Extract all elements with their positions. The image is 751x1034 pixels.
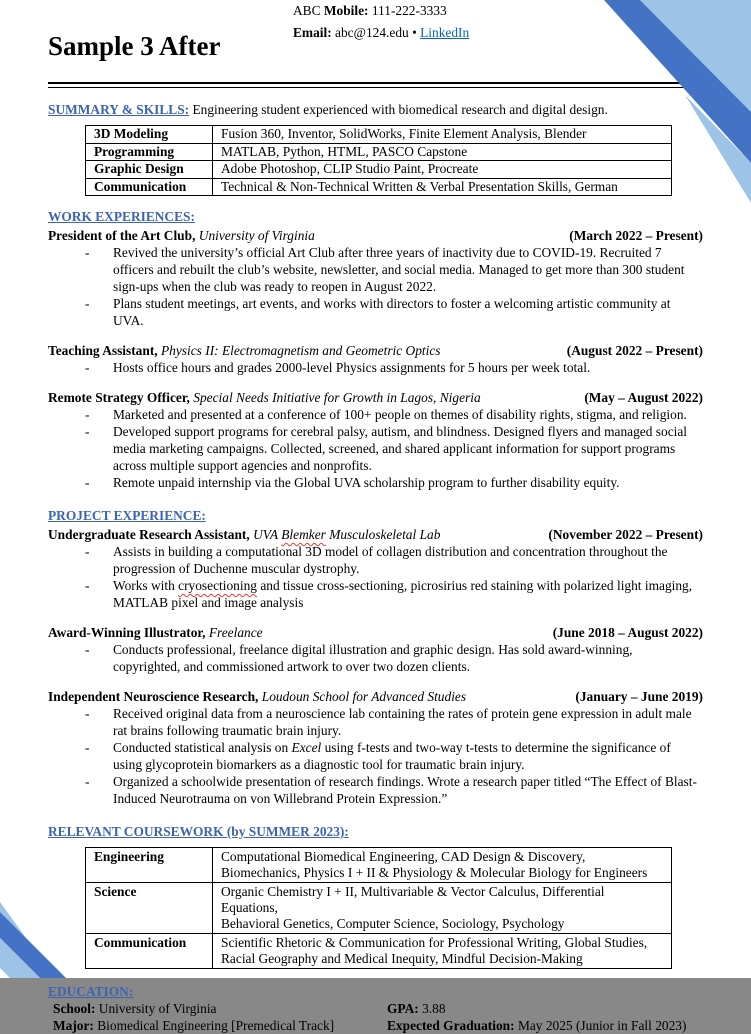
section-coursework	[48, 823, 703, 969]
skill-value: MATLAB, Python, HTML, PASCO Capstone	[213, 143, 672, 161]
coursework-label: Science	[86, 883, 213, 934]
contact-mobile-line	[293, 0, 469, 22]
skill-value: Adobe Photoshop, CLIP Studio Paint, Procreate	[213, 161, 672, 179]
work-entry-strategy-officer	[48, 389, 703, 491]
bullet-dash: -	[85, 774, 90, 789]
bullet-text: Conducts professional, freelance digital illustration and graphic design. Has sold award-winning, copyrighted, and commissioned artwork to over two dozen clients.	[113, 642, 633, 674]
skills-table	[85, 125, 672, 196]
bullet-text: Received original data from a neuroscience lab containing the rates of protein gene expression in adult male rat brains following traumatic brain injury.	[113, 706, 692, 738]
entry-title: Teaching Assistant,	[48, 343, 158, 358]
project-entry-neuroscience	[48, 688, 703, 807]
projects-heading: PROJECT EXPERIENCE:	[48, 508, 206, 523]
entry-date: (August 2022 – Present)	[566, 343, 703, 358]
entry-date: (March 2022 – Present)	[569, 228, 703, 243]
education-heading: EDUCATION:	[48, 984, 134, 999]
table-row	[86, 883, 672, 934]
bullet-item	[85, 474, 703, 491]
bullet-text: Organized a schoolwide presentation of research findings. Wrote a research paper titled “The Effect of Blast-Induced Neurotrauma on von Willebrand Protein Expression.”	[113, 774, 697, 806]
entry-date: (June 2018 – August 2022)	[552, 625, 703, 640]
bullet-text: Hosts office hours and grades 2000-level Physics assignments for 5 hours per week total.	[113, 360, 591, 375]
bullet-dash: -	[85, 407, 90, 422]
education-major	[53, 1017, 383, 1034]
summary-heading: SUMMARY & SKILLS:	[48, 102, 190, 117]
bullet-dash: -	[85, 424, 90, 439]
bullet-text	[113, 739, 703, 773]
bullet-item	[85, 705, 703, 739]
coursework-line: Racial Geography and Medical Inequity, Mindful Decision-Making	[221, 951, 583, 966]
entry-org: Freelance	[205, 625, 263, 640]
bullet-text: Developed support programs for cerebral palsy, autism, and blindness. Designed flyers and managed social media marketing campaigns. Collected, screened, and shared applicant information for support programs across multiple support agencies and nonprofits.	[113, 424, 688, 473]
entry-title: Undergraduate Research Assistant,	[48, 527, 250, 542]
work-entry-teaching-assistant	[48, 342, 703, 376]
misspelled-word: Blemker	[281, 527, 326, 542]
entry-date: (November 2022 – Present)	[548, 527, 703, 542]
bullet-item	[85, 773, 703, 807]
bullet-text-part: using f-tests and two-way t-tests to determine the significance of using glycoprotein biomarkers as a diagnostic tool for traumatic brain injury.	[113, 740, 671, 772]
entry-title: Independent Neuroscience Research,	[48, 689, 259, 704]
entry-org: Physics II: Electromagnetism and Geometric Optics	[157, 343, 441, 358]
education-graduation	[387, 1017, 703, 1034]
education-gpa	[387, 1000, 703, 1017]
bullet-item	[85, 543, 703, 577]
italic-word: Excel	[291, 740, 322, 755]
misspelled-word: cryosectioning	[178, 578, 257, 593]
entry-org: University of Virginia	[195, 228, 315, 243]
corner-ribbon-top-right	[591, 0, 751, 210]
bullet-text: Plans student meetings, art events, and works with directors to foster a welcoming artistic community at UVA.	[113, 296, 671, 328]
coursework-line: Organic Chemistry I + II, Multivariable & Vector Calculus, Differential Equations,	[221, 884, 605, 915]
entry-org: Musculoskeletal Lab	[325, 527, 441, 542]
skill-label: 3D Modeling	[86, 126, 213, 144]
bullet-dash: -	[85, 296, 90, 311]
skill-value: Technical & Non-Technical Written & Verbal Presentation Skills, German	[213, 178, 672, 196]
bullet-item	[85, 641, 703, 675]
skill-label: Communication	[86, 178, 213, 196]
table-row	[86, 161, 672, 179]
corner-ribbon-bottom-left	[0, 898, 80, 978]
table-row	[86, 934, 672, 969]
entry-org: Loudoun School for Advanced Studies	[258, 689, 467, 704]
contact-mobile-prefix: ABC	[293, 3, 324, 18]
bullet-item	[85, 739, 703, 773]
gpa-value: 3.88	[418, 1001, 446, 1016]
contact-mobile-value: 111-222-3333	[368, 3, 447, 18]
contact-email-value: abc@124.edu	[331, 25, 413, 40]
bullet-text-part: Conducted statistical analysis on	[113, 740, 292, 755]
bullet-text: Remote unpaid internship via the Global UVA scholarship program to further disability equity.	[113, 475, 620, 490]
linkedin-link[interactable]: LinkedIn	[420, 25, 470, 40]
skill-label: Programming	[86, 143, 213, 161]
section-education	[48, 983, 703, 1034]
school-value: University of Virginia	[95, 1001, 217, 1016]
work-entry-art-club	[48, 227, 703, 329]
coursework-line: Behavioral Genetics, Computer Science, Sociology, Psychology	[221, 916, 565, 931]
bullet-dash: -	[85, 740, 90, 755]
contact-email-label: Email:	[293, 25, 332, 40]
contact-block	[293, 0, 469, 44]
entry-title: Remote Strategy Officer,	[48, 390, 190, 405]
major-value: Biomedical Engineering [Premedical Track]	[93, 1018, 335, 1033]
graduation-value: May 2025 (Junior in Fall 2023)	[514, 1018, 687, 1033]
coursework-line: Biomechanics, Physics I + II & Physiology & Molecular Biology for Engineers	[221, 865, 648, 880]
coursework-table	[85, 847, 672, 969]
coursework-value	[213, 848, 672, 883]
bullet-item	[85, 295, 703, 329]
table-row	[86, 178, 672, 196]
bullet-text-part: and tissue cross-sectioning, picrosirius red staining with polarized light imaging, MATLAB pixel and image analysis	[113, 578, 693, 610]
table-row	[86, 848, 672, 883]
entry-date: (May – August 2022)	[584, 390, 703, 405]
graduation-label: Expected Graduation:	[387, 1018, 515, 1033]
bullet-item	[85, 406, 703, 423]
coursework-label: Engineering	[86, 848, 213, 883]
bullet-text	[113, 577, 703, 611]
entry-title: President of the Art Club,	[48, 228, 196, 243]
bullet-item	[85, 244, 703, 295]
school-label: School:	[53, 1001, 96, 1016]
page-title: Sample 3 After	[48, 31, 221, 61]
coursework-line: Computational Biomedical Engineering, CAD Design & Discovery,	[221, 849, 586, 864]
coursework-line: Scientific Rhetoric & Communication for Professional Writing, Global Studies,	[221, 935, 648, 950]
coursework-label: Communication	[86, 934, 213, 969]
bullet-dash: -	[85, 544, 90, 559]
skill-label: Graphic Design	[86, 161, 213, 179]
entry-title: Award-Winning Illustrator,	[48, 625, 206, 640]
section-work	[48, 208, 703, 491]
coursework-value	[213, 934, 672, 969]
contact-mobile-label: Mobile:	[323, 3, 369, 18]
bullet-dash: -	[85, 360, 90, 375]
bullet-item	[85, 423, 703, 474]
skill-value: Fusion 360, Inventor, SolidWorks, Finite Element Analysis, Blender	[213, 126, 672, 144]
contact-separator: •	[412, 25, 421, 40]
section-projects	[48, 507, 703, 807]
education-grid	[53, 1000, 703, 1034]
summary-intro: Engineering student experienced with biomedical research and digital design.	[189, 102, 608, 117]
project-entry-research	[48, 526, 703, 611]
table-row	[86, 143, 672, 161]
entry-org: UVA	[249, 527, 282, 542]
table-row	[86, 126, 672, 144]
bullet-dash: -	[85, 245, 90, 260]
bullet-text: Assists in building a computational 3D model of collagen distribution and concentration throughout the progression of Duchenne muscular dystrophy.	[113, 544, 668, 576]
bullet-text-part: Works with	[113, 578, 179, 593]
project-entry-illustrator	[48, 624, 703, 675]
bullet-text: Revived the university’s official Art Club after three years of inactivity due to COVID-19. Recruited 7 officers and rebuilt the club’s website, newsletter, and social media. Managed to get more than 300 student sign-ups when the club was ready to reopen in August 2022.	[113, 245, 685, 294]
entry-org: Special Needs Initiative for Growth in Lagos, Nigeria	[189, 390, 481, 405]
major-label: Major:	[53, 1018, 94, 1033]
work-heading: WORK EXPERIENCES:	[48, 209, 195, 224]
coursework-value	[213, 883, 672, 934]
bullet-item	[85, 359, 703, 376]
contact-email-line	[293, 22, 469, 44]
entry-date: (January – June 2019)	[575, 689, 703, 704]
bullet-text: Marketed and presented at a conference of 100+ people on themes of disability rights, stigma, and religion.	[113, 407, 687, 422]
bullet-dash: -	[85, 578, 90, 593]
gpa-label: GPA:	[387, 1001, 419, 1016]
education-school	[53, 1000, 383, 1017]
bullet-dash: -	[85, 475, 90, 490]
bullet-dash: -	[85, 642, 90, 657]
coursework-heading: RELEVANT COURSEWORK (by SUMMER 2023):	[48, 824, 349, 839]
bullet-item	[85, 577, 703, 611]
bullet-dash: -	[85, 706, 90, 721]
